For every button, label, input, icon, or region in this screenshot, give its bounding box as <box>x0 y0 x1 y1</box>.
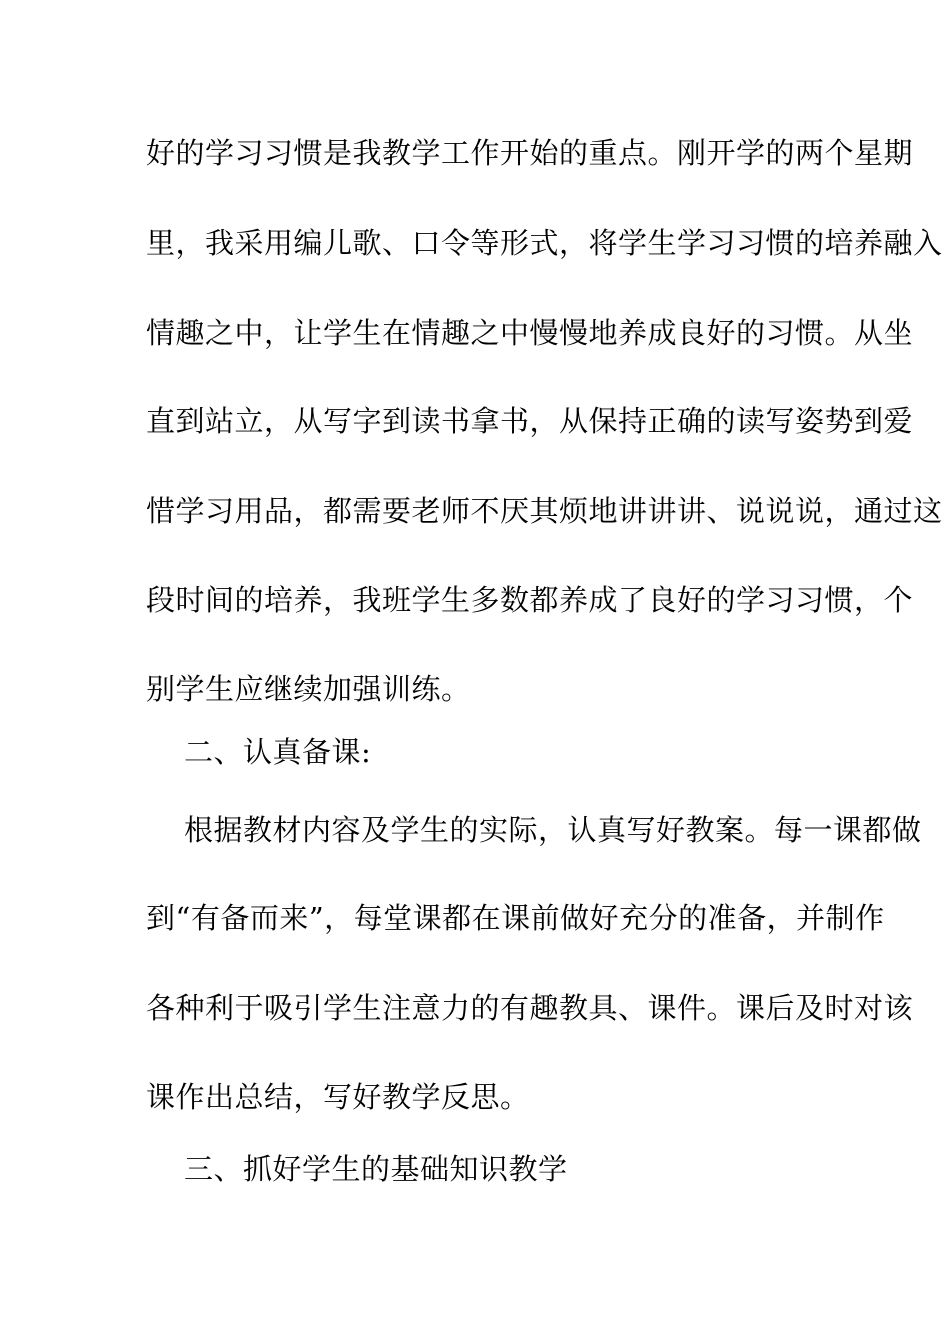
paragraph-line: 直到站立，从写字到读书拿书，从保持正确的读写姿势到爱 <box>146 404 914 438</box>
paragraph-line: 惜学习用品，都需要老师不厌其烦地讲讲讲、说说说，通过这 <box>146 494 943 528</box>
paragraph-line: 根据教材内容及学生的实际，认真写好教案。每一课都做 <box>184 813 922 847</box>
section-heading: 三、抓好学生的基础知识教学 <box>184 1152 568 1186</box>
paragraph-line: 好的学习习惯是我教学工作开始的重点。刚开学的两个星期 <box>146 136 914 170</box>
paragraph-line: 情趣之中，让学生在情趣之中慢慢地养成良好的习惯。从坐 <box>146 316 914 350</box>
paragraph-line: 段时间的培养，我班学生多数都养成了良好的学习习惯，个 <box>146 583 914 617</box>
section-heading: 二、认真备课: <box>184 735 372 769</box>
paragraph-line: 里，我采用编儿歌、口令等形式，将学生学习习惯的培养融入 <box>146 226 943 260</box>
paragraph-line: 别学生应继续加强训练。 <box>146 672 471 706</box>
paragraph-line: 各种利于吸引学生注意力的有趣教具、课件。课后及时对该 <box>146 991 914 1025</box>
paragraph-line: 到“有备而来”，每堂课都在课前做好充分的准备，并制作 <box>146 901 885 935</box>
paragraph-line: 课作出总结，写好教学反思。 <box>146 1080 530 1114</box>
